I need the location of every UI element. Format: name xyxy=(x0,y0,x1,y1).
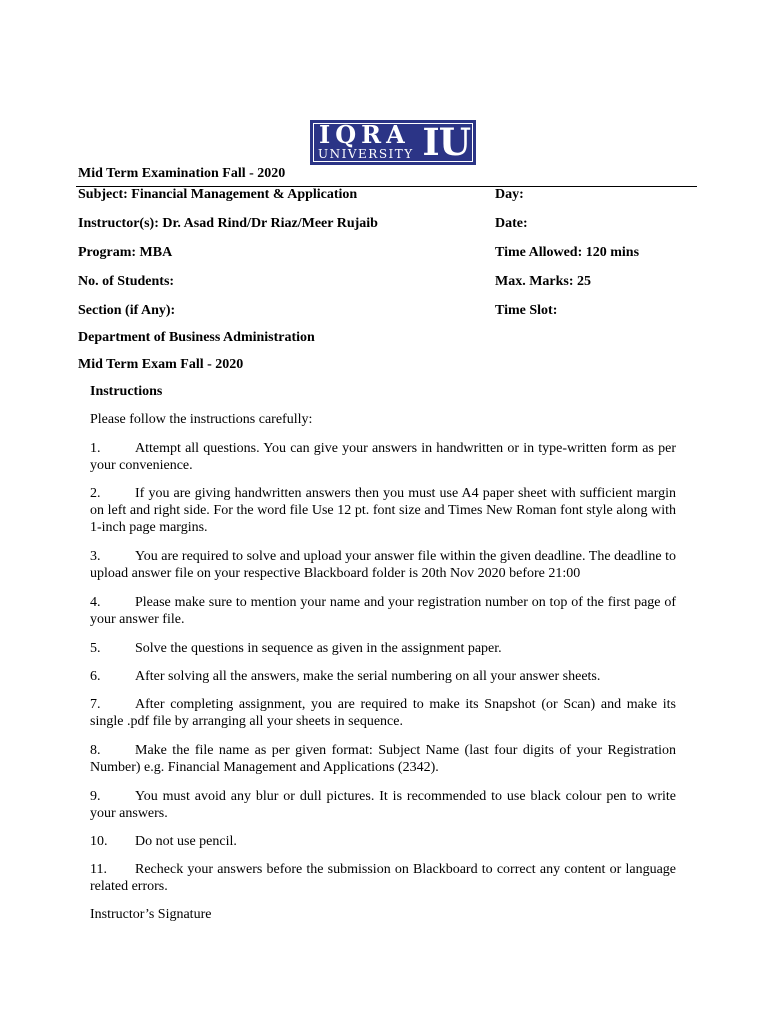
instruction-item xyxy=(90,696,676,730)
item-number: 9. xyxy=(90,789,101,804)
item-text: Make the file name as per given format: Subject Name (last four digits of your Registration Number) e.g. Financial Management and Applications (2342). xyxy=(90,743,676,775)
instruction-item xyxy=(90,485,676,536)
subject-field: Subject: Financial Management & Application xyxy=(78,187,358,202)
item-text: Solve the questions in sequence as given in the assignment paper. xyxy=(135,641,502,656)
item-text: If you are giving handwritten answers then you must use A4 paper sheet with sufficient margin on left and right side. For the word file Use 12 pt. font size and Times New Roman font style along with 1-inch page margins. xyxy=(90,486,676,535)
instruction-item xyxy=(90,742,676,776)
logo-word-iqra: IQRA xyxy=(319,120,410,149)
day-field: Day: xyxy=(495,187,524,202)
section-field: Section (if Any): xyxy=(78,303,176,318)
logo-word-university: UNIVERSITY xyxy=(318,147,414,161)
max-marks-field: Max. Marks: 25 xyxy=(495,274,592,289)
logo-monogram: IU xyxy=(422,120,470,164)
item-text: Attempt all questions. You can give your answers in handwritten or in type-written form as per your convenience. xyxy=(90,441,676,473)
item-text: Please make sure to mention your name and your registration number on top of the first page of your answer file. xyxy=(90,595,676,627)
item-text: After solving all the answers, make the serial numbering on all your answer sheets. xyxy=(135,669,601,684)
instructions-intro: Please follow the instructions carefully: xyxy=(90,412,313,427)
item-number: 3. xyxy=(90,549,101,564)
instruction-item xyxy=(90,668,676,685)
instruction-item xyxy=(90,788,676,822)
item-number: 6. xyxy=(90,669,101,684)
department-name: Department of Business Administration xyxy=(78,330,315,345)
instruction-item xyxy=(90,594,676,628)
item-number: 7. xyxy=(90,697,101,712)
time-allowed-field: Time Allowed: 120 mins xyxy=(495,245,640,260)
item-number: 4. xyxy=(90,595,101,610)
exam-title: Mid Term Examination Fall - 2020 xyxy=(78,166,286,181)
instructor-field: Instructor(s): Dr. Asad Rind/Dr Riaz/Meer Rujaib xyxy=(78,216,378,231)
item-text: Do not use pencil. xyxy=(135,834,237,849)
program-field: Program: MBA xyxy=(78,245,173,260)
students-field: No. of Students: xyxy=(78,274,175,289)
item-number: 8. xyxy=(90,743,101,758)
instruction-item xyxy=(90,440,676,474)
item-text: Recheck your answers before the submission on Blackboard to correct any content or language related errors. xyxy=(90,862,676,894)
instruction-item xyxy=(90,861,676,895)
instruction-item xyxy=(90,833,676,850)
item-text: After completing assignment, you are required to make its Snapshot (or Scan) and make its single .pdf file by arranging all your sheets in sequence. xyxy=(90,697,676,729)
item-number: 1. xyxy=(90,441,101,456)
time-slot-field: Time Slot: xyxy=(495,303,558,318)
university-logo xyxy=(310,120,476,165)
item-text: You are required to solve and upload your answer file within the given deadline. The deadline to upload answer file on your respective Blackboard folder is 20th Nov 2020 before 21:00 xyxy=(90,549,676,581)
item-number: 11. xyxy=(90,862,107,877)
instructions-heading: Instructions xyxy=(90,384,163,399)
instructor-signature-label: Instructor’s Signature xyxy=(90,907,212,922)
instruction-item xyxy=(90,640,676,657)
item-text: You must avoid any blur or dull pictures. It is recommended to use black colour pen to write your answers. xyxy=(90,789,676,821)
instruction-item xyxy=(90,548,676,582)
item-number: 2. xyxy=(90,486,101,501)
exam-name: Mid Term Exam Fall - 2020 xyxy=(78,357,244,372)
item-number: 5. xyxy=(90,641,101,656)
item-number: 10. xyxy=(90,834,108,849)
date-field: Date: xyxy=(495,216,528,231)
